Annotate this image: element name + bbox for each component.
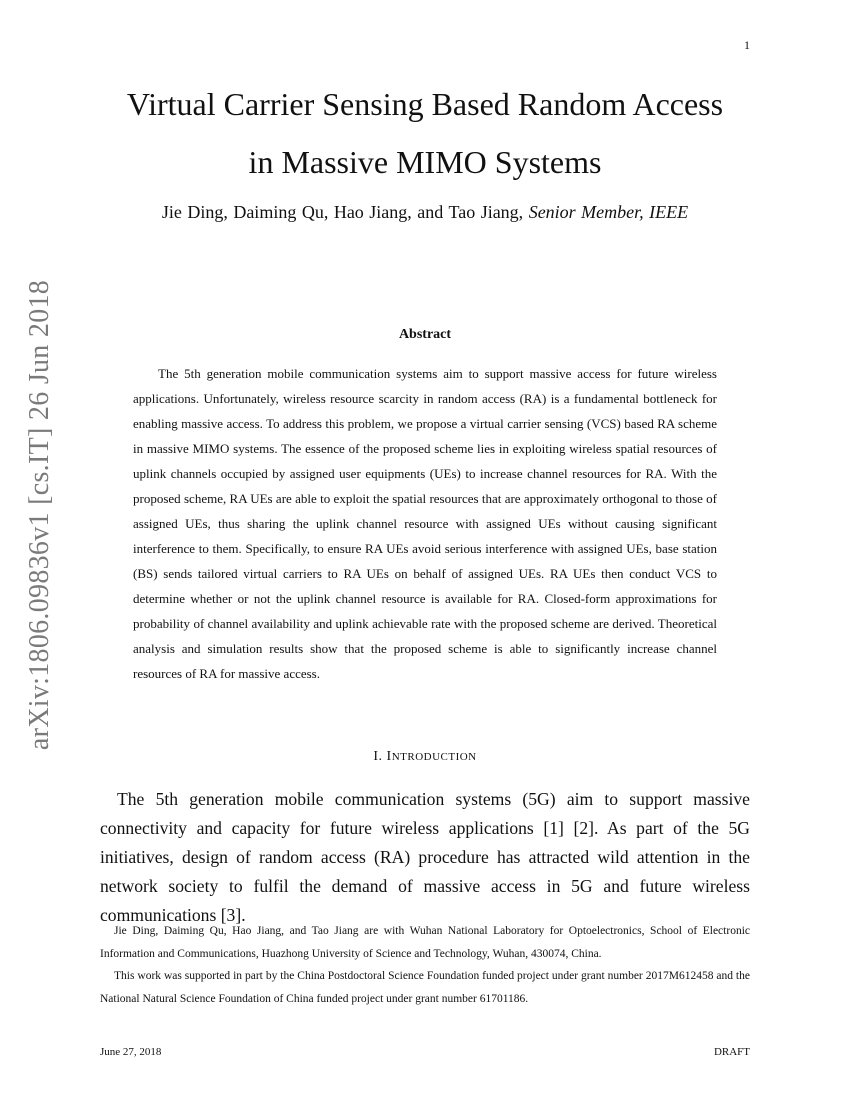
footnote-funding: This work was supported in part by the China Postdoctoral Science Foundation funded project under grant number 2017M612458 and the National Natural Science Foundation of China funded project under grant number 61701186. — [100, 970, 750, 1005]
author-list — [60, 202, 790, 223]
footer-date: June 27, 2018 — [100, 1046, 162, 1058]
section-title-initial: I — [386, 749, 392, 764]
arxiv-identifier: arXiv:1806.09836v1 [cs.IT] 26 Jun 2018 — [24, 279, 55, 751]
section-heading-introduction — [100, 749, 750, 765]
introduction-paragraph: The 5th generation mobile communication systems (5G) aim to support massive connectivity and capacity for future wireless applications [1] [2]. As part of the 5G initiatives, design of random access (RA) procedure has attracted wild attention in the network society to fulfil the demand of massive access in 5G and future wireless communications [3]. — [100, 789, 750, 925]
footer-draft-label: DRAFT — [713, 1046, 750, 1058]
author-names: Jie Ding, Daiming Qu, Hao Jiang, and Tao Jiang, — [161, 202, 524, 222]
footnote-affiliation: Jie Ding, Daiming Qu, Hao Jiang, and Tao Jiang are with Wuhan National Laboratory for Optoelectronics, School of Electronic Information and Communications, Huazhong University of Science and Technology, Wuhan, 430074, China. — [100, 925, 750, 960]
paper-title — [60, 75, 790, 191]
section-number: I. — [373, 749, 383, 764]
page-number: 1 — [744, 38, 750, 52]
author-membership: Senior Member, IEEE — [528, 202, 689, 222]
abstract-body: The 5th generation mobile communication systems aim to support massive access for future wireless applications. Unfortunately, wireless resource scarcity in random access (RA) is a fundamental bottleneck for enabling massive access. To address this problem, we propose a virtual carrier sensing (VCS) based RA scheme in massive MIMO systems. The essence of the proposed scheme lies in exploiting wireless spatial resources of uplink channels occupied by assigned user equipments (UEs) to increase channel resources for RA. With the proposed scheme, RA UEs are able to exploit the spatial resources that are approximately orthogonal to those of assigned UEs, thus sharing the uplink channel resource with assigned UEs without causing significant interference to them. Specifically, to ensure RA UEs avoid serious interference with assigned UEs, base station (BS) sends tailored virtual carriers to RA UEs on behalf of assigned UEs. RA UEs then conduct VCS to determine whether or not the uplink channel resource is available for RA. Closed-form approximations for probability of channel availability and uplink achievable rate with the proposed scheme are derived. Theoretical analysis and simulation results show that the proposed scheme is able to significantly increase channel resources of RA for massive access. — [133, 366, 717, 681]
section-title-smallcaps: NTRODUCTION — [391, 751, 477, 763]
title-line-2: in Massive MIMO Systems — [248, 144, 602, 180]
abstract-heading: Abstract — [398, 327, 452, 342]
title-line-1: Virtual Carrier Sensing Based Random Access — [126, 86, 724, 122]
